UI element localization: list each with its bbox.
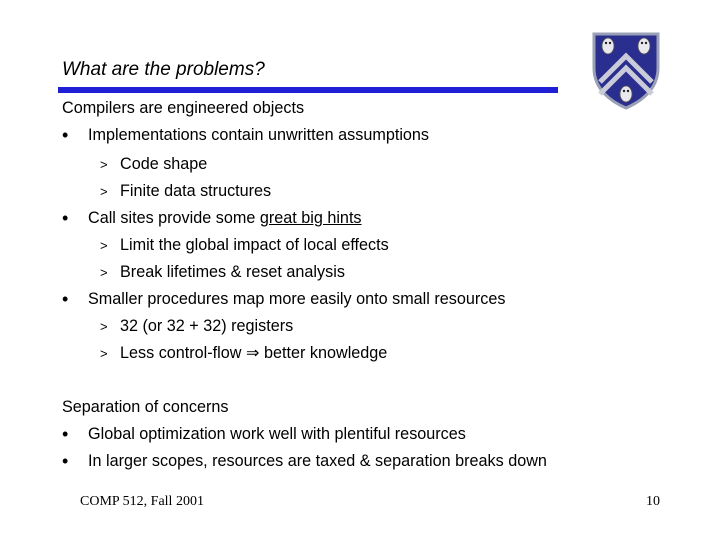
- sub-item: [100, 342, 388, 364]
- bullet-icon: •: [62, 208, 69, 228]
- underlined-phrase: great big hints: [259, 209, 362, 227]
- bullet-text: Implementations contain unwritten assumptions: [88, 126, 430, 144]
- sub-item-text: Limit the global impact of local effects: [120, 236, 389, 254]
- bullet-text: Smaller procedures map more easily onto small resources: [88, 290, 506, 308]
- bullet-item: [62, 288, 506, 310]
- arrow-icon: >: [100, 319, 108, 334]
- bullet-item: [62, 124, 430, 146]
- sub-item: [100, 315, 294, 337]
- arrow-icon: >: [100, 238, 108, 253]
- bullet-icon: •: [62, 125, 69, 145]
- bullet-item: [62, 423, 466, 445]
- sub-item-text: 32 (or 32 + 32) registers: [120, 317, 294, 335]
- title-rule: [58, 87, 558, 93]
- sub-item-text: Code shape: [120, 155, 208, 173]
- bullet-icon: •: [62, 289, 69, 309]
- rice-university-shield-icon: [592, 32, 660, 110]
- section-heading: Separation of concerns: [62, 398, 229, 416]
- sub-item: [100, 153, 208, 175]
- bullet-text: In larger scopes, resources are taxed & separation breaks down: [88, 452, 547, 470]
- footer-course: COMP 512, Fall 2001: [80, 494, 204, 509]
- sub-item: [100, 180, 272, 202]
- sub-item-text: Finite data structures: [120, 182, 272, 200]
- arrow-icon: >: [100, 346, 108, 361]
- sub-item: [100, 261, 345, 283]
- bullet-item: [62, 450, 547, 472]
- bullet-icon: •: [62, 451, 69, 471]
- page-number: 10: [646, 494, 660, 509]
- section-heading: Compilers are engineered objects: [62, 99, 305, 117]
- sub-item-text: Break lifetimes & reset analysis: [120, 263, 345, 281]
- arrow-icon: >: [100, 265, 108, 280]
- bullet-icon: •: [62, 424, 69, 444]
- arrow-icon: >: [100, 184, 108, 199]
- sub-item: [100, 234, 389, 256]
- arrow-icon: >: [100, 157, 108, 172]
- sub-item-text: Less control-flow ⇒ better knowledge: [120, 344, 388, 362]
- slide-title: What are the problems?: [62, 59, 265, 80]
- bullet-item: [62, 207, 362, 229]
- bullet-text: Global optimization work well with plentiful resources: [88, 425, 466, 443]
- bullet-text: Call sites provide some: [88, 209, 260, 227]
